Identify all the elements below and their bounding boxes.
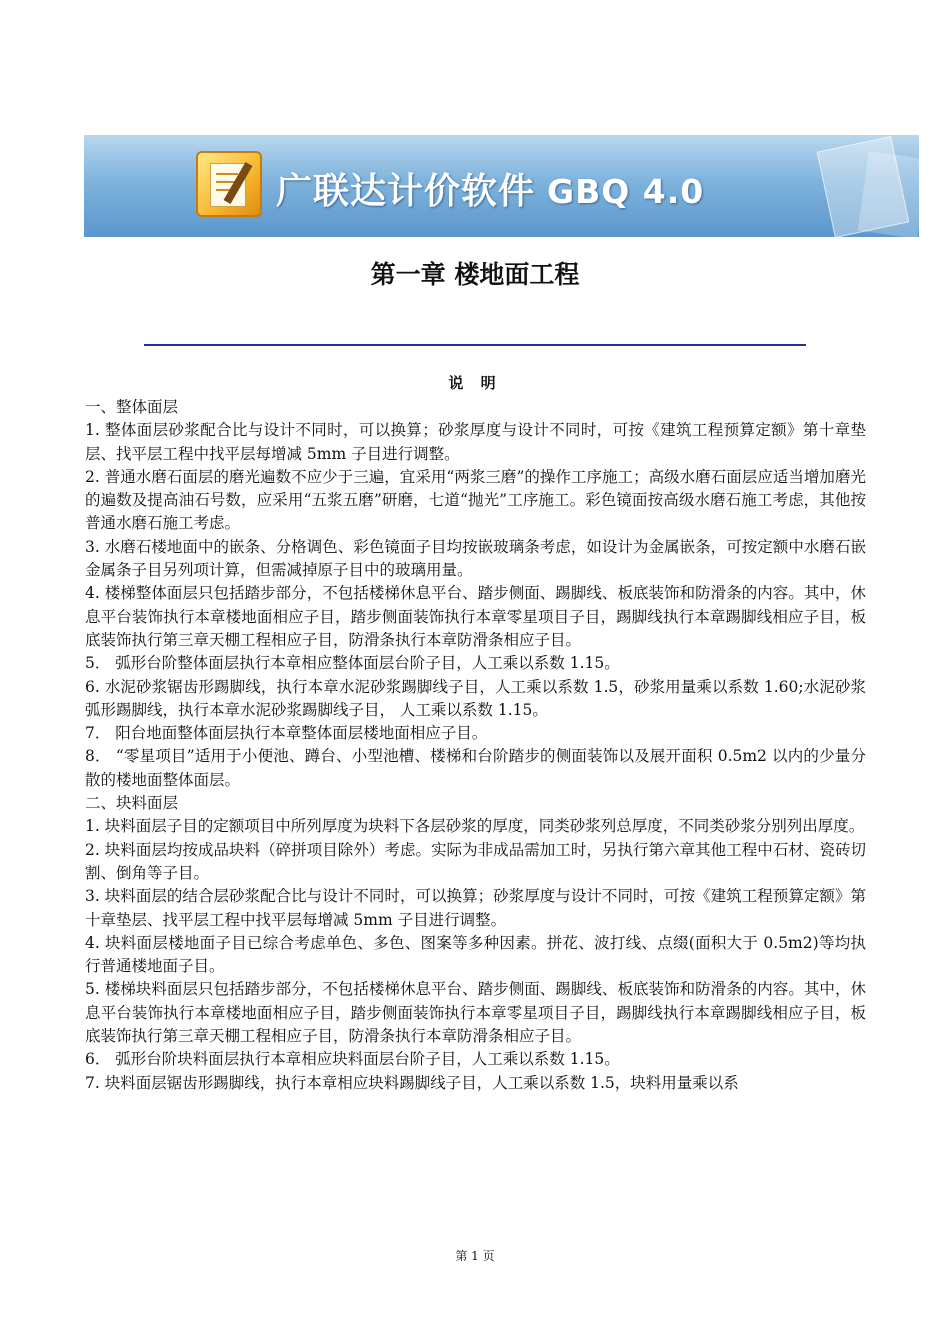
subheading-block-surface: 二、块料面层 [85, 794, 179, 813]
paragraph: 5. 楼梯块料面层只包括踏步部分，不包括楼梯休息平台、踏步侧面、踢脚线、板底装饰和防滑条的内容。其中，休息平台装饰执行本章楼地面相应子目，踏步侧面装饰执行本章零星项目子目，踢脚线执行本章踢脚线相应子目，板底装饰执行第三章天棚工程相应子目，防滑条执行本章防滑条相应子目。 [85, 980, 866, 1046]
section-heading: 说 明 [448, 374, 502, 392]
paragraph: 2. 普通水磨石面层的磨光遍数不应少于三遍，宜采用“两浆三磨”的操作工序施工；高级水磨石面层应适当增加磨光的遍数及提高油石号数，应采用“五浆五磨”研磨，七道“抛光”工序施工。彩色镜面按高级水磨石施工考虑，其他按普通水磨石施工考虑。 [85, 467, 866, 533]
divider-line [144, 344, 806, 346]
software-logo-icon [196, 151, 262, 217]
software-banner [84, 135, 919, 237]
chapter-title: 第一章 楼地面工程 [370, 260, 580, 289]
paragraph: 3. 块料面层的结合层砂浆配合比与设计不同时，可以换算；砂浆厚度与设计不同时，可按《建筑工程预算定额》第十章垫层、找平层工程中找平层每增减 5mm 子目进行调整。 [85, 887, 866, 929]
decorative-document-icon [817, 136, 910, 237]
paragraph: 8． “零星项目”适用于小便池、蹲台、小型池槽、楼梯和台阶踏步的侧面装饰以及展开面积 0.5m2 以内的少量分散的楼地面整体面层。 [85, 747, 866, 789]
paragraph: 1. 块料面层子目的定额项目中所列厚度为块料下各层砂浆的厚度，同类砂浆列总厚度，不同类砂浆分别列出厚度。 [85, 817, 865, 836]
paragraph: 7． 阳台地面整体面层执行本章整体面层楼地面相应子目。 [85, 724, 488, 743]
document-body [85, 396, 866, 1095]
banner-version: GBQ 4.0 [547, 172, 705, 211]
banner-title [276, 163, 704, 214]
paragraph: 4. 楼梯整体面层只包括踏步部分，不包括楼梯休息平台、踏步侧面、踢脚线、板底装饰和防滑条的内容。其中，休息平台装饰执行本章楼地面相应子目，踏步侧面装饰执行本章零星项目子目，踢脚线执行本章踢脚线相应子目，板底装饰执行第三章天棚工程相应子目，防滑条执行本章防滑条相应子目。 [85, 584, 866, 649]
subheading-overall-surface: 一、整体面层 [85, 398, 179, 416]
paragraph: 2. 块料面层均按成品块料（碎拼项目除外）考虑。实际为非成品需加工时，另执行第六章其他工程中石材、瓷砖切割、倒角等子目。 [85, 840, 866, 882]
banner-product-name: 广联达计价软件 [276, 171, 536, 212]
paragraph: 1. 整体面层砂浆配合比与设计不同时，可以换算；砂浆厚度与设计不同时，可按《建筑工程预算定额》第十章垫层、找平层工程中找平层每增减 5mm 子目进行调整。 [85, 421, 866, 463]
paragraph: 7. 块料面层锯齿形踢脚线，执行本章相应块料踢脚线子目，人工乘以系数 1.5，块料用量乘以系 [85, 1073, 739, 1092]
paragraph: 5． 弧形台阶整体面层执行本章相应整体面层台阶子目，人工乘以系数 1.15。 [85, 654, 620, 673]
paragraph: 6． 弧形台阶块料面层执行本章相应块料面层台阶子目，人工乘以系数 1.15。 [85, 1050, 620, 1069]
paragraph: 4. 块料面层楼地面子目已综合考虑单色、多色、图案等多种因素。拼花、波打线、点缀(面积大于 0.5m2)等均执行普通楼地面子目。 [85, 933, 866, 976]
paragraph: 6. 水泥砂浆锯齿形踢脚线，执行本章水泥砂浆踢脚线子目，人工乘以系数 1.5，砂浆用量乘以系数 1.60;水泥砂浆弧形踢脚线，执行本章水泥砂浆踢脚线子目， 人工乘以系数 1.15。 [85, 677, 866, 719]
page-number: 第 1 页 [455, 1249, 495, 1263]
paragraph: 3. 水磨石楼地面中的嵌条、分格调色、彩色镜面子目均按嵌玻璃条考虑，如设计为金属嵌条，可按定额中水磨石嵌金属条子目另列项计算，但需减掉原子目中的玻璃用量。 [85, 537, 866, 580]
